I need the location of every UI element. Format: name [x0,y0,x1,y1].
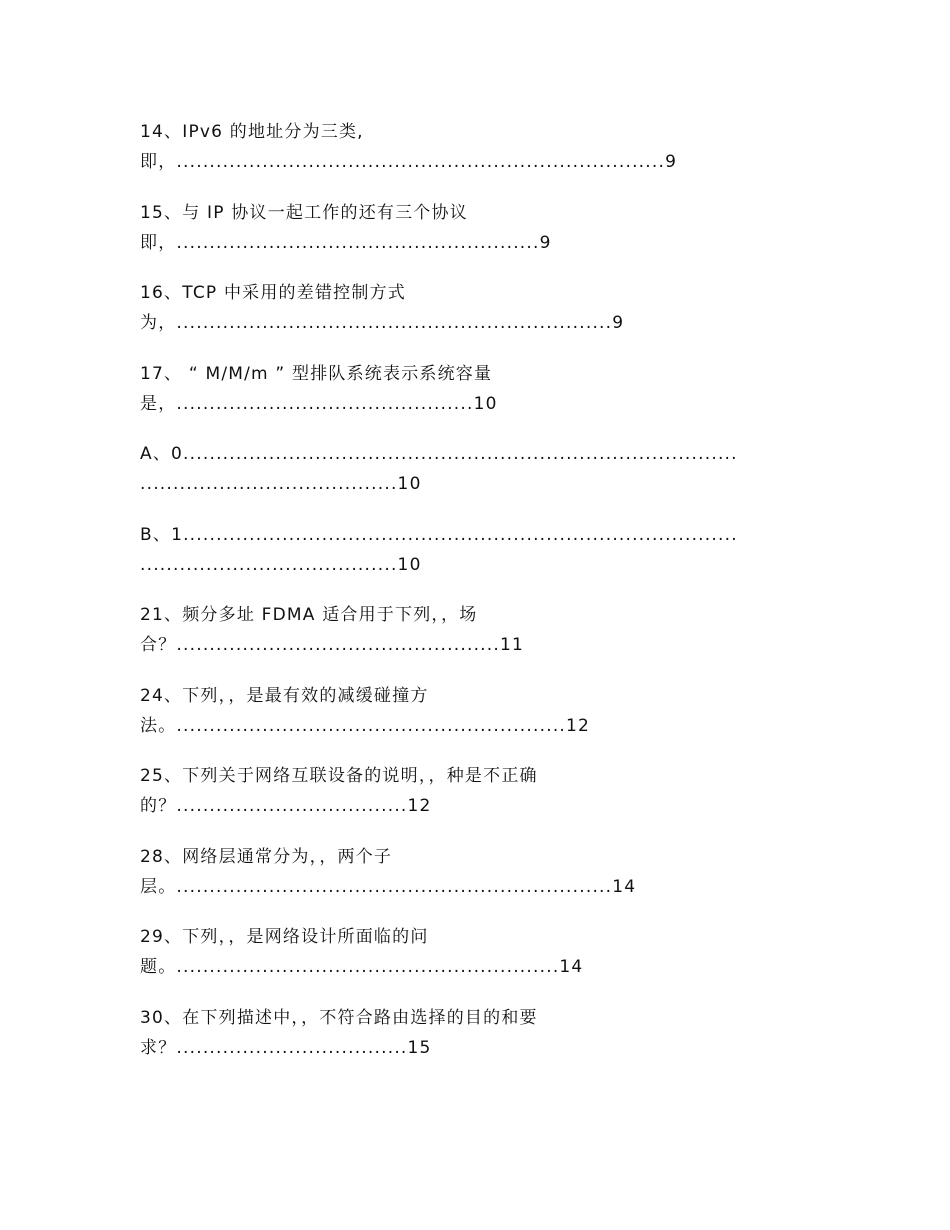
toc-entry-17[interactable] [140,359,830,440]
toc-entry-15[interactable] [140,198,830,279]
toc-entry-title: 28、网络层通常分为，，两个子 [140,846,393,867]
toc-entry-page-line: 即，.......................................................9 [140,232,552,253]
toc-entry-page-line: 层。..................................................................14 [140,876,637,897]
toc-entry-a[interactable] [140,439,830,520]
toc-entry-16[interactable] [140,278,830,359]
toc-entry-page-line: .......................................10 [140,474,422,494]
toc-entry-title: 25、下列关于网络互联设备的说明，，种是不正确 [140,766,538,786]
toc-entry-page-line: 合？.................................................11 [140,635,525,655]
toc-entry-21[interactable] [140,600,830,681]
toc-entry-page-line: 求？...................................15 [140,1037,432,1058]
toc-entry-title: 15、与 IP 协议一起工作的还有三个协议 [140,202,468,223]
toc-entry-title: 14、IPv6 的地址分为三类, [140,122,364,142]
table-of-contents [140,117,830,1083]
toc-entry-14[interactable] [140,117,830,198]
toc-entry-title: B、1.................................................................................... [140,524,738,545]
toc-entry-page-line: 法。...........................................................12 [140,715,591,736]
toc-entry-title: 30、在下列描述中，，不符合路由选择的目的和要 [140,1007,538,1028]
toc-entry-28[interactable] [140,842,830,923]
toc-entry-page-line: .......................................10 [140,554,422,575]
toc-entry-30[interactable] [140,1003,830,1084]
toc-entry-title: 16、TCP 中采用的差错控制方式 [140,283,406,303]
toc-entry-page-line: 题。..........................................................14 [140,957,584,977]
toc-entry-25[interactable] [140,761,830,842]
toc-entry-b[interactable] [140,520,830,601]
toc-entry-24[interactable] [140,681,830,762]
toc-entry-page-line: 是，.............................................10 [140,393,498,414]
toc-entry-title: A、0.................................................................................... [140,444,738,464]
toc-entry-page-line: 即，..........................................................................9 [140,152,678,172]
toc-entry-page-line: 为，..................................................................9 [140,313,625,333]
toc-entry-title: 29、下列，，是网络设计所面临的问 [140,927,429,947]
toc-entry-title: 17、 “ M/M/m ” 型排队系统表示系统容量 [140,363,493,384]
toc-entry-page-line: 的？...................................12 [140,796,432,816]
toc-entry-title: 21、频分多址 FDMA 适合用于下列，，场 [140,605,478,625]
toc-entry-title: 24、下列，，是最有效的减缓碰撞方 [140,685,429,706]
toc-entry-29[interactable] [140,922,830,1003]
